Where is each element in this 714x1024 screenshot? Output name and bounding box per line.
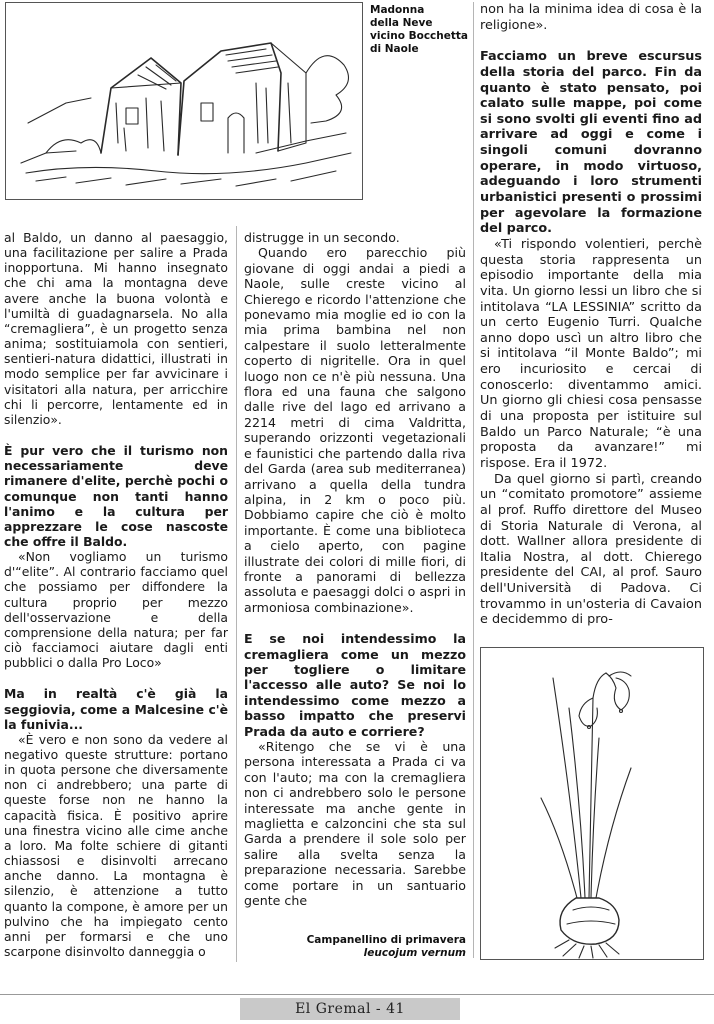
snowflake-flower-sketch	[481, 648, 703, 959]
interview-question: E se noi intendessimo la cremagliera come un mezzo per togliere o limitare l'accesso alle auto? Se noi lo intendessimo come mezzo a basso impatto che preservi Prada da auto e corriere?	[244, 631, 466, 739]
paragraph-spacer	[244, 615, 466, 631]
paragraph: distrugge in un secondo.	[244, 230, 400, 245]
interview-question: Facciamo un breve escursus della storia del parco. Fin da quanto è stato pensato, poi calato sulle mappe, poi come si sono svolti gli eventi fino ad arrivare ad oggi e come i singoli comuni dovranno operare, in modo virtuoso, adeguando i loro strumenti urbanistici presenti o prossimi per agevolare la formazione del parco.	[480, 49, 702, 237]
text-column-2	[244, 230, 466, 908]
caption-line: Madonna	[370, 4, 425, 16]
paragraph: Da quel giorno si partì, creando un “comitato promotore” assieme al prof. Ruffo direttore del Museo di Storia Naturale di Verona, al dott. Wallner allora presidente di Italia Nostra, al dott. Chierego presidente del CAI, al prof. Sauro dell'Università di Padova. Ci trovammo in un'osteria di Cavaion e decidemmo di pro-	[480, 471, 702, 628]
flower-illustration-frame	[480, 647, 704, 960]
footer-rule	[0, 994, 714, 995]
paragraph: «Ritengo che se vi è una persona interessata a Prada ci va con l'auto; ma con la cremagliera non ci andrebbero solo le persone interessate ma anche gente in maglietta e calzoncini che sta sul Garda a prendere il sole solo per salire alla svelta senza la preparazione necessaria. Sarebbe come portare in un santuario gente che	[244, 739, 466, 909]
caption-line: di Naole	[370, 43, 419, 55]
chapel-sketch	[6, 3, 362, 199]
caption-latin-name: leucojum vernum	[363, 947, 466, 959]
bottom-illustration-caption	[244, 934, 466, 960]
interview-question: Ma in realtà c'è già la seggiovia, come a Malcesine c'è la funivia...	[4, 686, 228, 732]
paragraph-spacer	[480, 33, 702, 49]
column-divider	[473, 2, 474, 958]
paragraph-spacer	[4, 670, 228, 686]
column-divider	[236, 226, 237, 962]
paragraph-spacer	[4, 427, 228, 443]
interview-question: È pur vero che il turismo non necessariamente deve rimanere d'elite, perchè pochi o comunque non tanti hanno l'animo e la cultura per apprezzare le cose nascoste che offre il Baldo.	[4, 443, 228, 549]
paragraph: non ha la minima idea di cosa è la religione».	[480, 2, 702, 33]
paragraph: «Ti rispondo volentieri, perchè questa storia rappresenta un episodio importante della mia vita. Un giorno lessi un libro che si intitolava “LA LESSINIA” scritto da un certo Eugenio Turri. Qualche anno dopo uscì un altro libro che si intitolava “il Monte Baldo”; mi ero incuriosito e cercai di conoscerlo: diventammo amici. Un giorno gli chiesi cosa pensasse di una proposta per istituire sul Baldo un Parco Naturale; “è una proposta da avanzare!” mi rispose. Era il 1972.	[480, 236, 702, 471]
caption-line: della Neve	[370, 17, 433, 29]
top-illustration-caption	[370, 4, 470, 56]
text-column-3	[480, 2, 702, 628]
chapel-illustration-frame	[5, 2, 363, 200]
page-number-label: El Gremal - 41	[240, 998, 460, 1020]
paragraph: Quando ero parecchio più giovane di oggi andai a piedi a Naole, sulle creste vicino al Chierego e ricordo l'attenzione che ponevamo mia moglie ed io con la mia prima bambina nel non calpestare il suolo letteralmente coperto di nigritelle. Ora in quel luogo non ce n'è più nessuna. Una flora ed una fauna che salgono dalle rive del lago ed arrivano a 2214 metri di cima Valdritta, superando orizzonti vegetazionali e faunistici che partendo dalla riva del Garda (area sub mediterranea) arrivano a quella della tundra alpina, in 2 km o poco più. Dobbiamo capire che ciò è molto importante. È come una biblioteca a cielo aperto, con pagine illustrate dei colori di mille fiori, di fronte a panorami di bellezza assoluta e paesaggi dolci o aspri in armoniosa combinazione».	[244, 245, 466, 615]
paragraph: al Baldo, un danno al paesaggio, una facilitazione per salire a Prada inopportuna. Mi hanno insegnato che chi ama la montagna deve avere anche la buona volontà e l'umiltà di guadagnarsela. No alla “cremagliera”, è un progetto senza anima; sostituiamola con sentieri, sentieri-natura didattici, illustrati in modo semplice per far avvicinare i visitatori alla natura, per arricchire chi li percorre, lentamente ed in silenzio».	[4, 230, 228, 427]
paragraph: «Non vogliamo un turismo d'“elite”. Al contrario facciamo quel che possiamo per diffondere la cultura proprio per mezzo dell'osservazione e della comprensione della natura; per far ciò facciamoci aiutare dagli enti pubblici o dalla Pro Loco»	[4, 549, 228, 671]
text-column-1	[4, 230, 228, 959]
paragraph: «È vero e non sono da vedere al negativo queste strutture: portano in quota persone che diversamente non ci andrebbero; una parte di queste forse non ne hanno la capacità fisica. È positivo aprire una finestra vicino alle cime anche a loro. Ma folte schiere di gitanti chiassosi e disinvolti arrecano anche danno. La montagna è silenzio, è attenzione a tutto quanto la compone, è amore per un pulvino che ha impiegato cento anni per formarsi e che uno scarpone disinvolto danneggia o	[4, 731, 228, 960]
caption-name: Campanellino di primavera	[306, 934, 466, 946]
caption-line: vicino Bocchetta	[370, 30, 468, 42]
